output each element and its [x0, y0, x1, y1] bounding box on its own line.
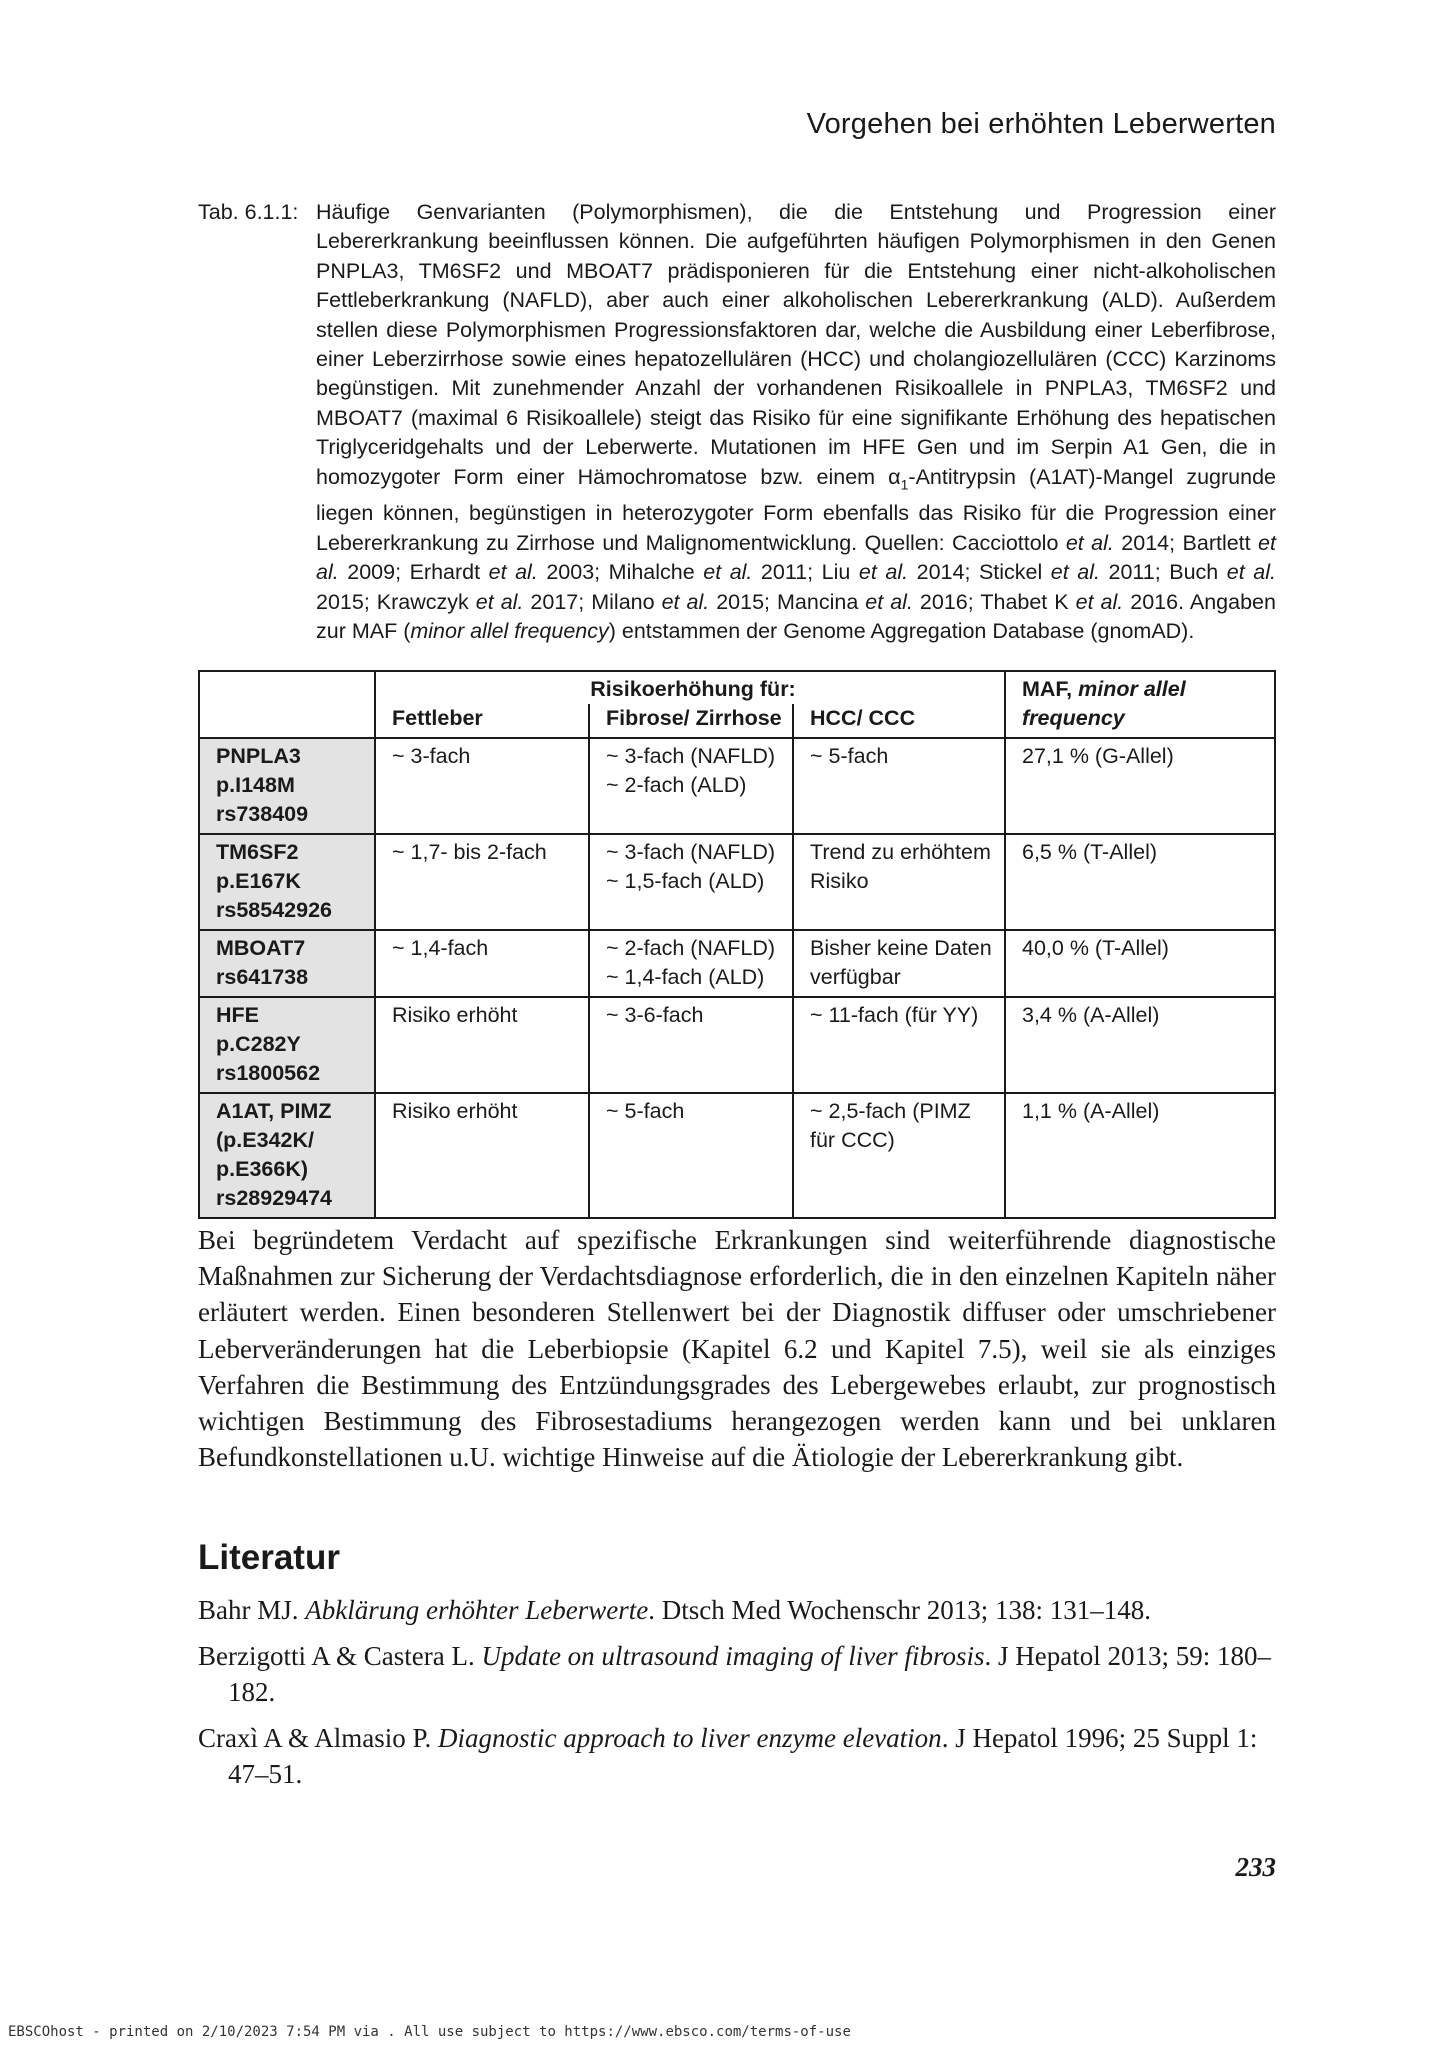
reference-source: . J Hepatol 1996; 25 Suppl 1: 47–51.: [228, 1723, 1258, 1789]
caption-run: Häufige Genvarianten (Polymorphismen), die die Entstehung und Progression einer Lebererkrankung beeinflussen können. Die aufgeführten häufigen Polymorphismen in den Genen PNPLA3, TM6SF2 und MBOAT7 prädisponieren für die Entstehung einer nicht-alkoholischen Fettleberkrankung (NAFLD), aber auch einer alkoholischen Lebererkrankung (ALD). Außerdem stellen diese Polymorphismen Progressionsfaktoren dar, welche die Ausbildung einer Leberfibrose, einer Leberzirrhose sowie eines hepatozellulären (HCC) und cholangiozellulären (CCC) Karzinoms begünstigen. Mit zunehmender Anzahl der vorhandenen Risikoallele in PNPLA3, TM6SF2 und MBOAT7 (maximal 6 Risikoallele) steigt das Risiko für eine signifikante Erhöhung des hepatischen Triglyceridgehalts und der Leberwerte. Mutationen im HFE Gen und im Serpin A1 Gen, die in homozygoter Form einer Hämochromatose bzw. einem α: [316, 200, 1276, 489]
print-footer: EBSCOhost - printed on 2/10/2023 7:54 PM via . All use subject to https://www.ebsco.com/terms-of-use: [8, 2024, 851, 2040]
caption-run: 2017; Milano: [523, 589, 662, 614]
reference-title: Diagnostic approach to liver enzyme elevation: [438, 1723, 942, 1753]
reference-authors: Bahr MJ.: [198, 1595, 306, 1625]
caption-run: 1: [900, 475, 909, 492]
caption-run: et al.: [488, 560, 538, 585]
fettleber-cell-line: ~ 1,4-fach: [392, 936, 489, 960]
table-corner-cell-lower: [199, 704, 375, 738]
fibrose-cell: [589, 834, 793, 930]
col-header-fibrose: Fibrose/ Zirrhose: [589, 704, 793, 738]
col-header-maf-cont: [1005, 704, 1275, 738]
fibrose-cell-line: ~ 5-fach: [606, 1099, 685, 1123]
gene-cell-line: p.I148M: [216, 773, 295, 797]
caption-run: et al.: [475, 589, 524, 614]
reference-authors: Craxì A & Almasio P.: [198, 1723, 439, 1753]
hcc-cell: [793, 1093, 1005, 1218]
table-row: [199, 834, 1275, 930]
maf-cell: [1005, 1093, 1275, 1218]
hcc-cell: [793, 834, 1005, 930]
gene-cell: [199, 1093, 375, 1218]
fibrose-cell: [589, 1093, 793, 1218]
maf-header-part1: MAF,: [1022, 677, 1079, 701]
hcc-cell-line: Risiko: [810, 869, 869, 893]
gene-cell-line: p.C282Y: [216, 1032, 301, 1056]
reference-item: [198, 1720, 1276, 1792]
gene-cell: [199, 738, 375, 834]
caption-run: 2016; Thabet K: [912, 589, 1076, 614]
reference-source: . Dtsch Med Wochenschr 2013; 138: 131–148.: [648, 1595, 1151, 1625]
hcc-cell-line: Bisher keine Daten: [810, 936, 992, 960]
caption-run: 2014; Bartlett: [1113, 530, 1259, 555]
caption-run: 2011; Buch: [1099, 560, 1227, 585]
caption-run: et al.: [316, 530, 1276, 585]
col-header-hcc: HCC/ CCC: [793, 704, 1005, 738]
caption-run: minor allel frequency: [410, 618, 609, 643]
maf-cell-line: 6,5 % (T-Allel): [1022, 840, 1158, 864]
reference-title: Update on ultrasound imaging of liver fibrosis: [481, 1641, 985, 1671]
maf-header-part2: minor allel: [1078, 677, 1186, 701]
fibrose-cell-line: ~ 3-fach (NAFLD): [606, 744, 776, 768]
hcc-cell: [793, 997, 1005, 1093]
gene-cell-line: A1AT, PIMZ: [216, 1099, 332, 1123]
hcc-cell: [793, 930, 1005, 997]
reference-authors: Berzigotti A & Castera L.: [198, 1641, 482, 1671]
gene-cell-line: rs738409: [216, 802, 309, 826]
caption-run: et al.: [1065, 530, 1114, 555]
fibrose-cell-line: ~ 3-fach (NAFLD): [606, 840, 776, 864]
running-head: Vorgehen bei erhöhten Leberwerten: [806, 108, 1276, 140]
fibrose-cell: [589, 997, 793, 1093]
gene-cell-line: PNPLA3: [216, 744, 301, 768]
col-header-fettleber: Fettleber: [375, 704, 589, 738]
hcc-cell-line: ~ 5-fach: [810, 744, 889, 768]
table-caption: [198, 198, 1276, 646]
fettleber-cell-line: Risiko erhöht: [392, 1099, 518, 1123]
group-header: Risikoerhöhung für:: [375, 671, 1005, 704]
caption-run: et al.: [703, 560, 753, 585]
caption-run: et al.: [1226, 560, 1276, 585]
fettleber-cell: [375, 997, 589, 1093]
fettleber-cell: [375, 834, 589, 930]
caption-run: 2014; Stickel: [908, 560, 1051, 585]
fibrose-cell-line: ~ 1,4-fach (ALD): [606, 965, 765, 989]
caption-run: et al.: [865, 589, 913, 614]
fettleber-cell-line: ~ 1,7- bis 2-fach: [392, 840, 547, 864]
caption-label: Tab. 6.1.1:: [198, 200, 299, 224]
fibrose-cell-line: ~ 3-6-fach: [606, 1003, 704, 1027]
caption-run: 2015; Krawczyk: [316, 589, 476, 614]
table-row: [199, 1093, 1275, 1218]
caption-run: 2011; Liu: [752, 560, 859, 585]
caption-run: et al.: [1075, 589, 1124, 614]
caption-run: 2015; Mancina: [709, 589, 866, 614]
fettleber-cell: [375, 738, 589, 834]
gene-cell-line: MBOAT7: [216, 936, 306, 960]
polymorphism-table: [198, 670, 1276, 1219]
gene-cell-line: p.E366K): [216, 1157, 309, 1181]
reference-item: [198, 1592, 1276, 1628]
hcc-cell-line: Trend zu erhöhtem: [810, 840, 991, 864]
fibrose-cell: [589, 930, 793, 997]
hcc-cell: [793, 738, 1005, 834]
caption-run: et al.: [1050, 560, 1100, 585]
maf-cell: [1005, 997, 1275, 1093]
fettleber-cell: [375, 930, 589, 997]
hcc-cell-line: für CCC): [810, 1128, 895, 1152]
maf-cell-line: 40,0 % (T-Allel): [1022, 936, 1169, 960]
maf-cell-line: 3,4 % (A-Allel): [1022, 1003, 1160, 1027]
fibrose-cell: [589, 738, 793, 834]
caption-run: ) entstammen der Genome Aggregation Database (gnomAD).: [608, 618, 1195, 643]
fibrose-cell-line: ~ 2-fach (NAFLD): [606, 936, 776, 960]
reference-list: [198, 1592, 1276, 1802]
caption-run: 2016. Angaben zur MAF (: [316, 589, 1276, 643]
caption-text: [316, 198, 1276, 646]
hcc-cell-line: verfügbar: [810, 965, 901, 989]
maf-header-part3: frequency: [1022, 706, 1125, 730]
hcc-cell-line: ~ 11-fach (für YY): [810, 1003, 979, 1027]
reference-source: . J Hepatol 2013; 59: 180–182.: [228, 1641, 1271, 1707]
maf-cell: [1005, 930, 1275, 997]
table-row: [199, 997, 1275, 1093]
page-number: 233: [1235, 1852, 1276, 1882]
gene-cell: [199, 997, 375, 1093]
table-row: [199, 930, 1275, 997]
caption-run: -Antitrypsin (A1AT)-Mangel zugrunde liegen können, begünstigen in heterozygoter Form ebenfalls das Risiko für die Progression einer Lebererkrankung zu Zirrhose und Malignomentwicklung. Quellen: Cacciottolo: [316, 464, 1276, 555]
gene-cell-line: rs58542926: [216, 898, 332, 922]
fettleber-cell: [375, 1093, 589, 1218]
gene-cell-line: TM6SF2: [216, 840, 299, 864]
gene-cell-line: rs28929474: [216, 1186, 332, 1210]
fibrose-cell-line: ~ 2-fach (ALD): [606, 773, 747, 797]
gene-cell: [199, 930, 375, 997]
literature-heading: Literatur: [198, 1538, 340, 1577]
reference-title: Abklärung erhöhter Leberwerte: [305, 1595, 649, 1625]
fettleber-cell-line: ~ 3-fach: [392, 744, 471, 768]
gene-cell-line: p.E167K: [216, 869, 301, 893]
gene-cell-line: (p.E342K/: [216, 1128, 314, 1152]
gene-cell-line: rs641738: [216, 965, 309, 989]
gene-cell-line: HFE: [216, 1003, 259, 1027]
caption-run: et al.: [858, 560, 909, 585]
maf-header: [1005, 671, 1275, 704]
maf-cell: [1005, 834, 1275, 930]
fettleber-cell-line: Risiko erhöht: [392, 1003, 518, 1027]
hcc-cell-line: ~ 2,5-fach (PIMZ: [810, 1099, 971, 1123]
fibrose-cell-line: ~ 1,5-fach (ALD): [606, 869, 765, 893]
gene-cell: [199, 834, 375, 930]
caption-run: 2009; Erhardt: [338, 560, 489, 585]
caption-run: et al.: [661, 589, 710, 614]
reference-item: [198, 1638, 1276, 1710]
maf-cell-line: 27,1 % (G-Allel): [1022, 744, 1174, 768]
caption-run: 2003; Mihalche: [537, 560, 704, 585]
gene-cell-line: rs1800562: [216, 1061, 321, 1085]
maf-cell-line: 1,1 % (A-Allel): [1022, 1099, 1160, 1123]
table-row: [199, 738, 1275, 834]
maf-cell: [1005, 738, 1275, 834]
body-paragraph: Bei begründetem Verdacht auf spezifische Erkrankungen sind weiterführende diagnostische Maßnahmen zur Sicherung der Verdachtsdiagnose erforderlich, die in den einzelnen Kapiteln näher erläutert werden. Einen besonderen Stellenwert bei der Diagnostik diffuser oder umschriebener Leberveränderungen hat die Leberbiopsie (Kapitel 6.2 und Kapitel 7.5), weil sie als einziges Verfahren die Bestimmung des Entzündungsgrades des Lebergewebes erlaubt, zur prognostisch wichtigen Bestimmung des Fibrosestadiums herangezogen werden kann und bei unklaren Befundkonstellationen u.U. wichtige Hinweise auf die Ätiologie der Lebererkrankung gibt.: [198, 1225, 1276, 1473]
table-corner-cell: [199, 671, 375, 704]
